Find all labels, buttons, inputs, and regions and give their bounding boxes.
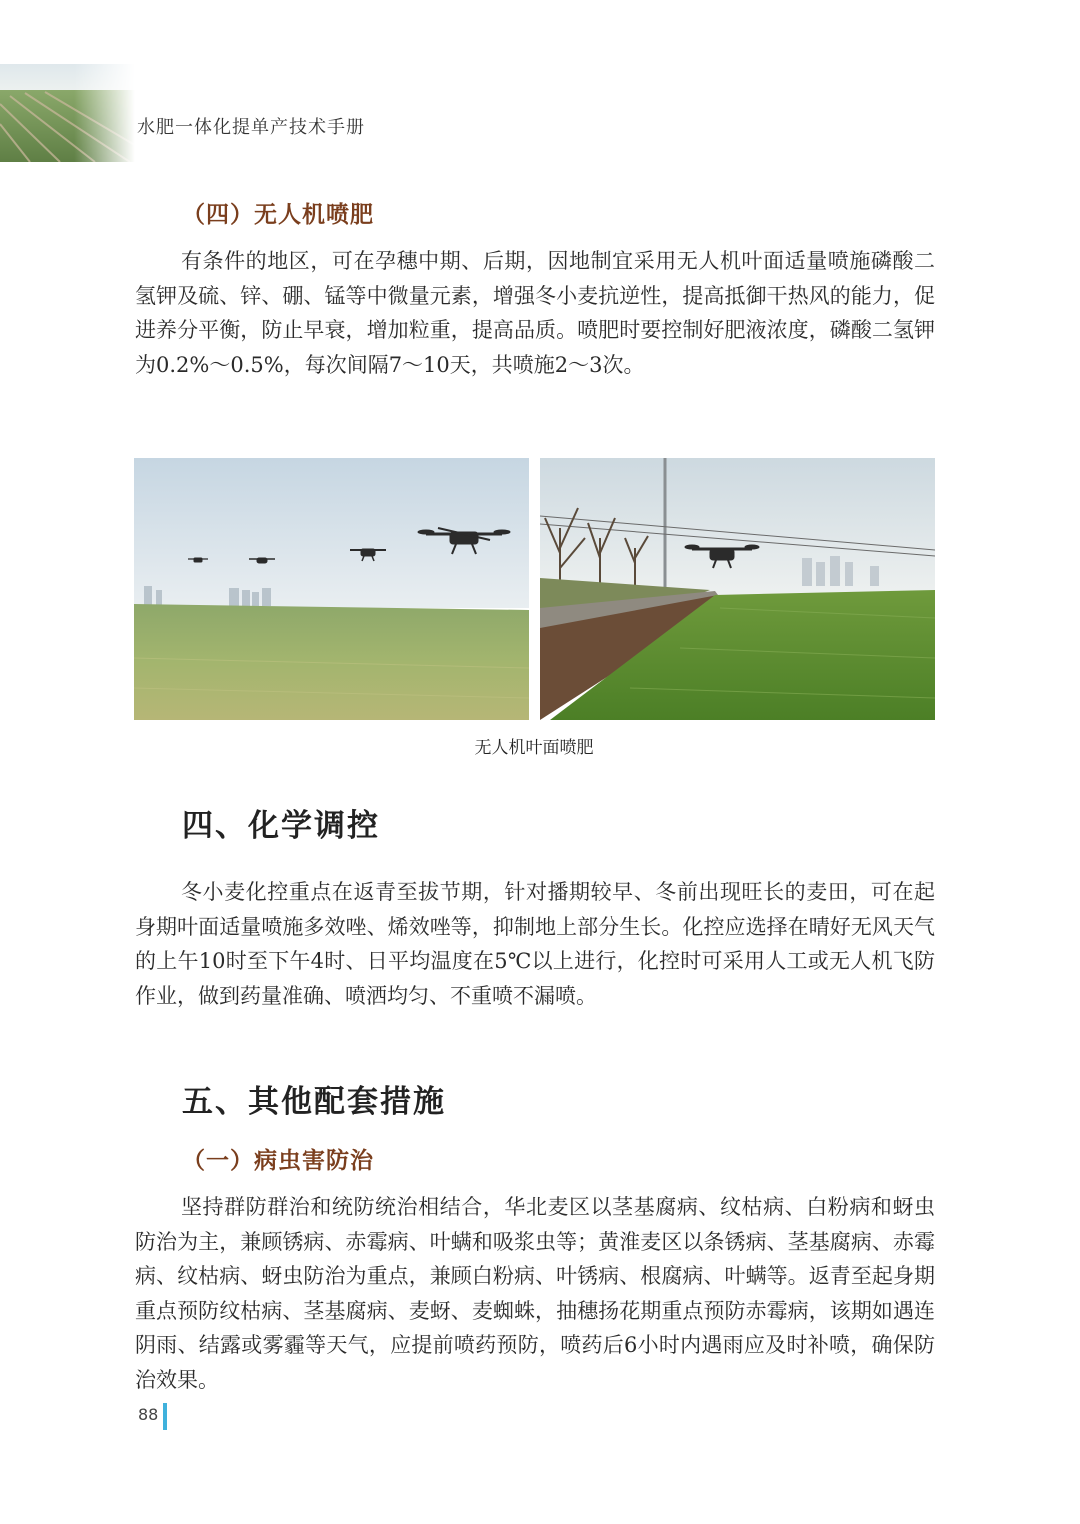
subsection-heading-drone: （四）无人机喷肥: [182, 202, 374, 228]
paragraph-drone-fertilizing: 有条件的地区，可在孕穗中期、后期，因地制宜采用无人机叶面适量喷施磷酸二氢钾及硫、锌、硼、锰等中微量元素，增强冬小麦抗逆性，提高抵御干热风的能力，促进养分平衡，防止早衰，增加粒重，提高品质。喷肥时要控制好肥液浓度，磷酸二氢钾为0.2%～0.5%，每次间隔7～10天，共喷施2～3次。: [135, 249, 935, 377]
photo-drones-over-field: [134, 458, 529, 720]
subsection-heading-pest-control: （一）病虫害防治: [182, 1148, 374, 1174]
figure-caption: 无人机叶面喷肥: [474, 738, 594, 758]
section-heading-other-measures: 五、其他配套措施: [182, 1084, 446, 1120]
header-field-photo: [0, 64, 135, 162]
page-number: 88: [138, 1405, 159, 1424]
running-header-title: 水肥一体化提单产技术手册: [137, 117, 365, 138]
section-heading-chemical-control: 四、化学调控: [182, 808, 380, 844]
photo-drone-over-wheat-row: [540, 458, 935, 720]
page-number-bar: [163, 1403, 167, 1430]
paragraph-chemical-control: 冬小麦化控重点在返青至拔节期，针对播期较早、冬前出现旺长的麦田，可在起身期叶面适量喷施多效唑、烯效唑等，抑制地上部分生长。化控应选择在晴好无风天气的上午10时至下午4时、日平均温度在5℃以上进行，化控时可采用人工或无人机飞防作业，做到药量准确、喷洒均匀、不重喷不漏喷。: [135, 880, 935, 1008]
paragraph-pest-control: 坚持群防群治和统防统治相结合，华北麦区以茎基腐病、纹枯病、白粉病和蚜虫防治为主，兼顾锈病、赤霉病、叶螨和吸浆虫等；黄淮麦区以条锈病、茎基腐病、赤霉病、纹枯病、蚜虫防治为重点，兼顾白粉病、叶锈病、根腐病、叶螨等。返青至起身期重点预防纹枯病、茎基腐病、麦蚜、麦蜘蛛，抽穗扬花期重点预防赤霉病，该期如遇连阴雨、结露或雾霾等天气，应提前喷药预防，喷药后6小时内遇雨应及时补喷，确保防治效果。: [135, 1195, 935, 1392]
